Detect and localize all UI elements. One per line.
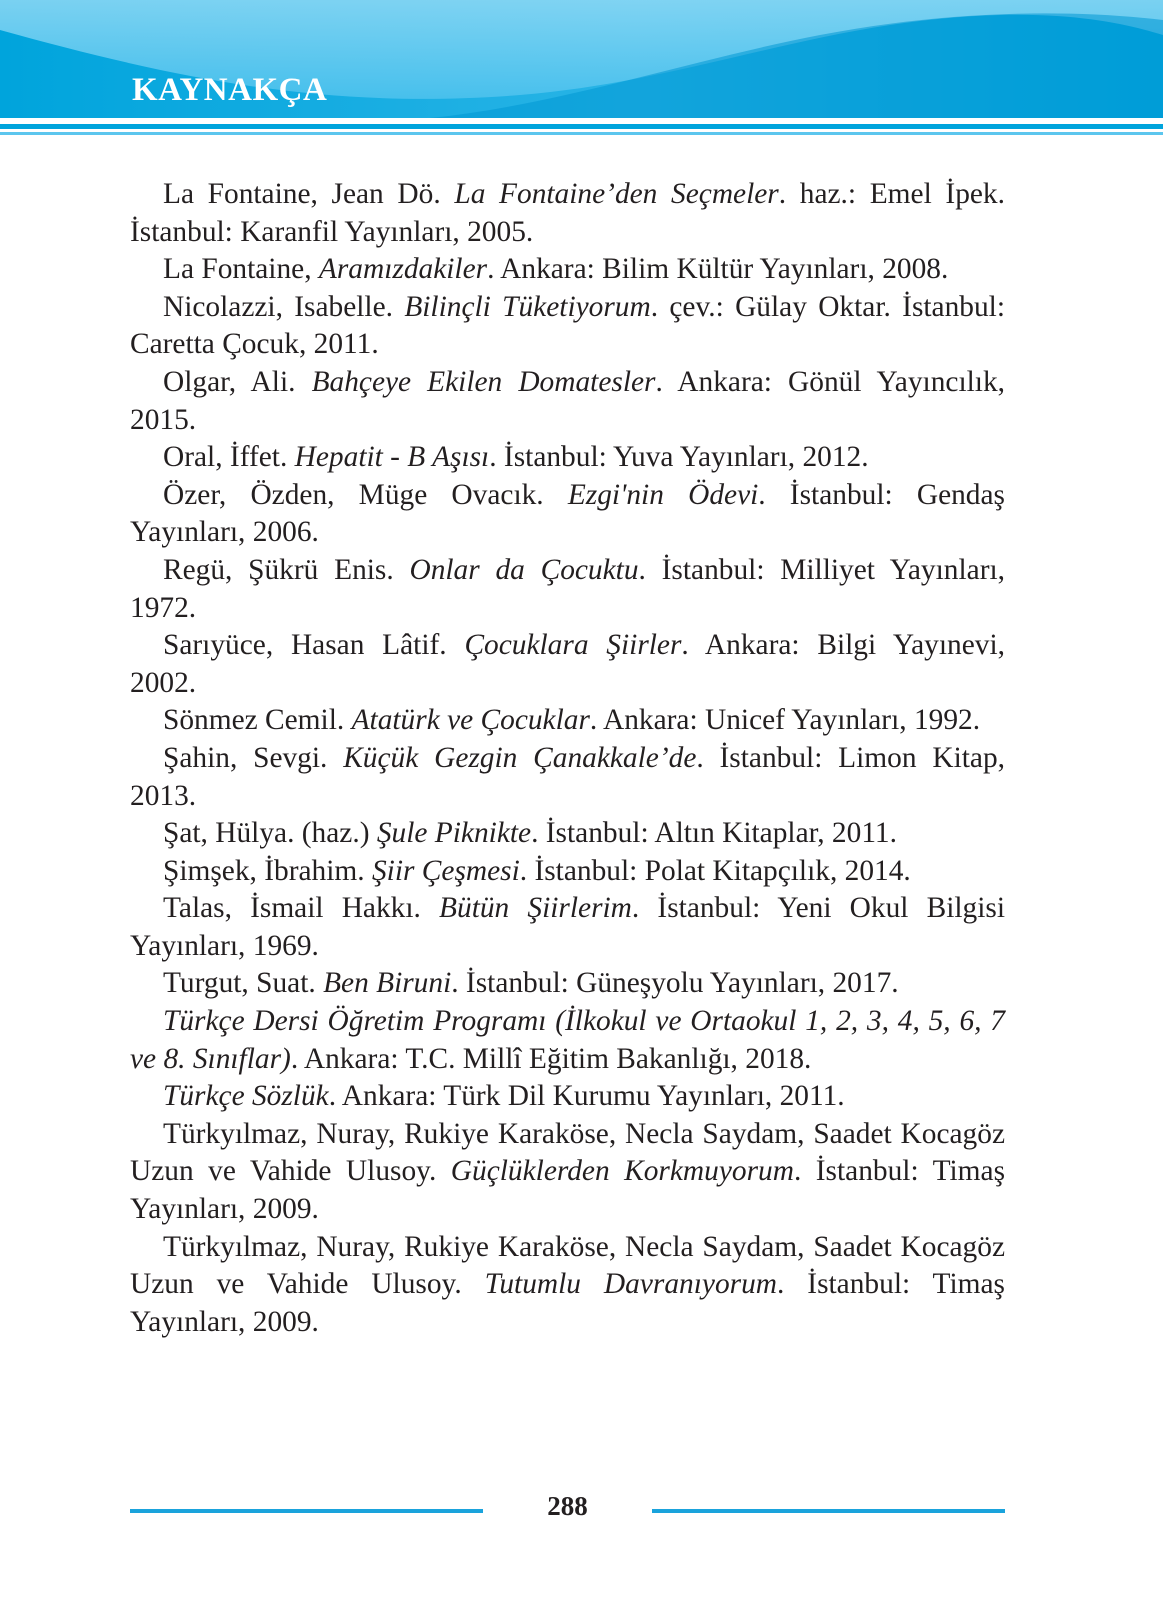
reference-author: Özer, Özden, Müge Ovacık. — [163, 478, 568, 511]
reference-entry — [130, 890, 1005, 965]
reference-publication: . İstanbul: Limon Kitap, 2013. — [130, 741, 1005, 812]
reference-entry — [130, 965, 1005, 1003]
reference-author: Olgar, Ali. — [163, 365, 312, 398]
reference-publication: . Ankara: Türk Dil Kurumu Yayınları, 2011. — [328, 1080, 845, 1113]
reference-publication: . İstanbul: Milliyet Yayınları, 1972. — [130, 553, 1005, 624]
reference-author: Şahin, Sevgi. — [163, 741, 344, 774]
reference-entry — [130, 627, 1005, 702]
reference-author: Oral, İffet. — [163, 441, 295, 474]
reference-publication: . İstanbul: Polat Kitapçılık, 2014. — [519, 854, 911, 887]
reference-title: Atatürk ve Çocuklar — [351, 704, 590, 737]
reference-author: Turgut, Suat. — [163, 967, 324, 1000]
page-number: 288 — [547, 1491, 588, 1521]
reference-entry — [130, 702, 1005, 740]
reference-author: Sarıyüce, Hasan Lâtif. — [163, 629, 465, 662]
reference-entry — [130, 1229, 1005, 1342]
reference-publication: . çev.: Gülay Oktar. İstanbul: Caretta Çocuk, 2011. — [130, 290, 1006, 361]
reference-entry — [130, 1003, 1005, 1078]
reference-publication: . Ankara: Bilim Kültür Yayınları, 2008. — [487, 253, 949, 286]
reference-entry — [130, 251, 1005, 289]
reference-title: Bilinçli Tüketiyorum — [404, 290, 651, 323]
reference-publication: . İstanbul: Timaş Yayınları, 2009. — [130, 1268, 1005, 1338]
reference-publication: . İstanbul: Yuva Yayınları, 2012. — [489, 441, 869, 474]
bibliography-list — [130, 176, 1005, 1341]
reference-entry — [130, 176, 1005, 251]
reference-publication: . İstanbul: Gendaş Yayınları, 2006. — [130, 478, 1005, 549]
reference-author: Türkyılmaz, Nuray, Rukiye Karaköse, Necla Saydam, Saadet Kocagöz Uzun ve Vahide Ulusoy. — [130, 1230, 1005, 1301]
reference-entry — [130, 477, 1005, 552]
reference-title: Şule Piknikte — [376, 817, 532, 850]
reference-publication: . İstanbul: Timaş Yayınları, 2009. — [130, 1155, 1006, 1226]
reference-title: Türkçe Sözlük — [163, 1080, 329, 1113]
footer-rule-right — [652, 1509, 1005, 1513]
reference-entry — [130, 289, 1005, 364]
reference-entry — [130, 552, 1005, 627]
reference-author: La Fontaine, — [163, 253, 319, 286]
reference-title: Tutumlu Davranıyorum — [484, 1268, 777, 1301]
reference-author: La Fontaine, Jean Dö. — [163, 178, 455, 210]
reference-entry — [130, 740, 1005, 815]
reference-author: Regü, Şükrü Enis. — [163, 553, 410, 586]
reference-title: Onlar da Çocuktu — [409, 553, 639, 586]
reference-publication: . haz.: Emel İpek. İstanbul: Karanfil Yayınları, 2005. — [130, 178, 1005, 248]
page-header — [0, 0, 1163, 150]
reference-title: Çocuklara Şiirler — [464, 629, 682, 662]
reference-title: Bütün Şiirlerim — [439, 892, 632, 925]
reference-publication: . Ankara: T.C. Millî Eğitim Bakanlığı, 2018. — [290, 1042, 812, 1075]
reference-title: Aramızdakiler — [318, 253, 488, 286]
reference-entry — [130, 439, 1005, 477]
reference-author: Şat, Hülya. (haz.) — [163, 817, 377, 850]
reference-title: Ben Biruni — [323, 967, 452, 1000]
page-title: KAYNAKÇA — [132, 72, 328, 108]
reference-author: Türkyılmaz, Nuray, Rukiye Karaköse, Necla Saydam, Saadet Kocagöz Uzun ve Vahide Ulusoy. — [130, 1117, 1005, 1188]
reference-title: Ezgi'nin Ödevi — [567, 478, 759, 511]
reference-entry — [130, 815, 1005, 853]
reference-entry — [130, 1078, 1005, 1116]
reference-publication: . Ankara: Unicef Yayınları, 1992. — [589, 704, 981, 737]
reference-entry — [130, 1116, 1005, 1229]
reference-title: Şiir Çeşmesi — [371, 854, 520, 887]
reference-publication: . Ankara: Bilgi Yayınevi, 2002. — [130, 629, 1005, 699]
reference-author: Talas, İsmail Hakkı. — [163, 892, 440, 925]
reference-publication: . İstanbul: Yeni Okul Bilgisi Yayınları, 1969. — [130, 892, 1006, 962]
footer-rule-left — [130, 1509, 483, 1513]
reference-publication: . İstanbul: Altın Kitaplar, 2011. — [531, 817, 897, 850]
reference-publication: . Ankara: Gönül Yayıncılık, 2015. — [130, 365, 1005, 436]
reference-title: Güçlüklerden Korkmuyorum — [450, 1155, 794, 1188]
reference-publication: . İstanbul: Güneşyolu Yayınları, 2017. — [451, 967, 899, 1000]
reference-author: Nicolazzi, Isabelle. — [163, 290, 405, 323]
reference-entry — [130, 364, 1005, 439]
reference-title: La Fontaine’den Seçmeler — [454, 178, 779, 210]
reference-author: Şimşek, İbrahim. — [163, 854, 372, 887]
reference-title: Hepatit - B Aşısı — [294, 441, 490, 474]
reference-title: Küçük Gezgin Çanakkale’de — [343, 741, 697, 774]
reference-title: Türkçe Dersi Öğretim Programı (İlkokul ve Ortaokul 1, 2, 3, 4, 5, 6, 7 ve 8. Sınıflar) — [130, 1005, 1005, 1075]
reference-title: Bahçeye Ekilen Domatesler — [311, 365, 656, 398]
reference-entry — [130, 853, 1005, 891]
reference-author: Sönmez Cemil. — [163, 704, 352, 737]
